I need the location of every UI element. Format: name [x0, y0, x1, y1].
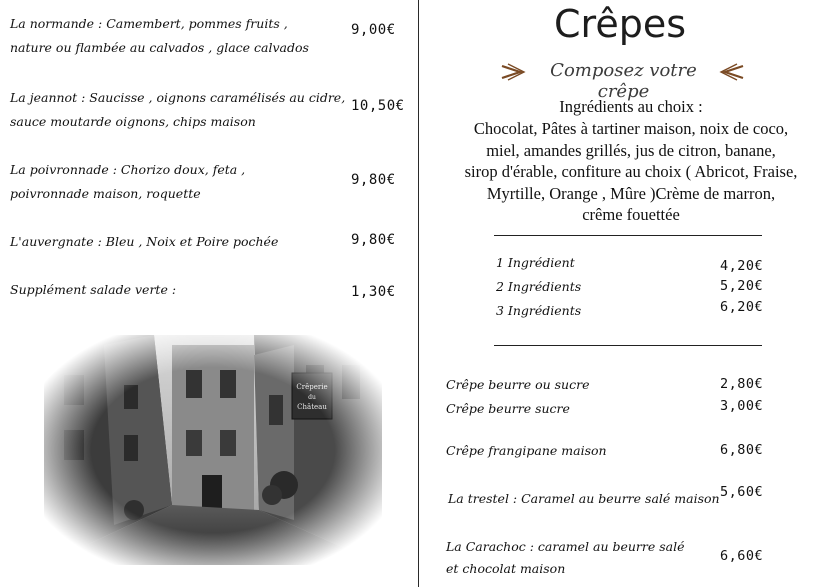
- ingredients-line: sirop d'érable, confiture au choix ( Abricot, Fraise,: [464, 162, 798, 181]
- ingredients-line: Myrtille, Orange , Mûre )Crème de marron,: [486, 183, 776, 203]
- ingredient-count-price: 6,20€: [720, 299, 764, 315]
- crepe-item-line: La Carachoc : caramel au beurre salé: [446, 539, 685, 554]
- menu-item-normande: [10, 12, 309, 60]
- menu-item-price: 10,50€: [351, 98, 405, 114]
- menu-item-description: poivronnade maison, roquette: [10, 186, 201, 201]
- subtitle-text: Composez votre crêpe: [550, 60, 697, 102]
- crepe-item: Crêpe frangipane maison: [446, 443, 607, 458]
- ingredients-line: miel, amandes grillés, jus de citron, banane,: [486, 140, 776, 160]
- menu-item-supplement: [10, 278, 176, 302]
- menu-item-description: La poivronnade : Chorizo doux, feta ,: [10, 162, 246, 177]
- ingredient-count-label: 2 Ingrédients: [496, 279, 582, 294]
- menu-item-auvergnate: [10, 230, 278, 254]
- ingredient-count-price: 4,20€: [720, 258, 764, 274]
- crepe-item-line: et chocolat maison: [446, 561, 566, 576]
- ingredients-line: Chocolat, Pâtes à tartiner maison, noix de coco,: [473, 119, 789, 138]
- menu-item-description: La normande : Camembert, pommes fruits ,: [10, 16, 288, 31]
- crepe-item: Crêpe beurre ou sucre: [446, 377, 590, 392]
- menu-item-description: Supplément salade verte :: [10, 282, 177, 297]
- menu-item-description: nature ou flambée au calvados , glace calvados: [10, 40, 309, 55]
- menu-item-poivronnade: [10, 158, 245, 206]
- page-divider: [418, 0, 419, 587]
- street-photo: [44, 335, 382, 565]
- divider-line: [494, 345, 762, 346]
- divider-line: [494, 235, 762, 236]
- menu-item-price: 9,80€: [351, 172, 396, 188]
- menu-item-jeannot: [10, 86, 345, 134]
- ingredients-heading: Ingrédients au choix :: [559, 97, 703, 116]
- menu-item-description: La jeannot : Saucisse , oignons caramélisés au cidre,: [10, 90, 346, 105]
- crepe-price: 3,00€: [720, 398, 764, 414]
- ingredients-line: crême fouettée: [582, 205, 680, 224]
- menu-item-description: L'auvergnate : Bleu , Noix et Poire pochée: [10, 234, 279, 249]
- crepe-price: 2,80€: [720, 376, 764, 392]
- menu-item-description: sauce moutarde oignons, chips maison: [10, 114, 256, 129]
- menu-item-price: 9,80€: [351, 232, 396, 248]
- crepe-item: La trestel : Caramel au beurre salé maison: [448, 491, 720, 506]
- crepe-item: Crêpe beurre sucre: [446, 401, 570, 416]
- menu-item-price: 9,00€: [351, 22, 396, 38]
- ingredients-list: [440, 118, 822, 226]
- menu-item-price: 1,30€: [351, 284, 396, 300]
- crepe-price: 5,60€: [720, 484, 764, 500]
- crepe-price: 6,60€: [720, 548, 764, 564]
- ingredient-count-label: 3 Ingrédients: [496, 303, 582, 318]
- section-subtitle: [500, 58, 745, 102]
- ingredient-count-price: 5,20€: [720, 278, 764, 294]
- crepe-item: [446, 536, 685, 580]
- section-title: Crêpes: [554, 2, 686, 46]
- ingredient-count-label: 1 Ingrédient: [496, 255, 575, 270]
- crepe-price: 6,80€: [720, 442, 764, 458]
